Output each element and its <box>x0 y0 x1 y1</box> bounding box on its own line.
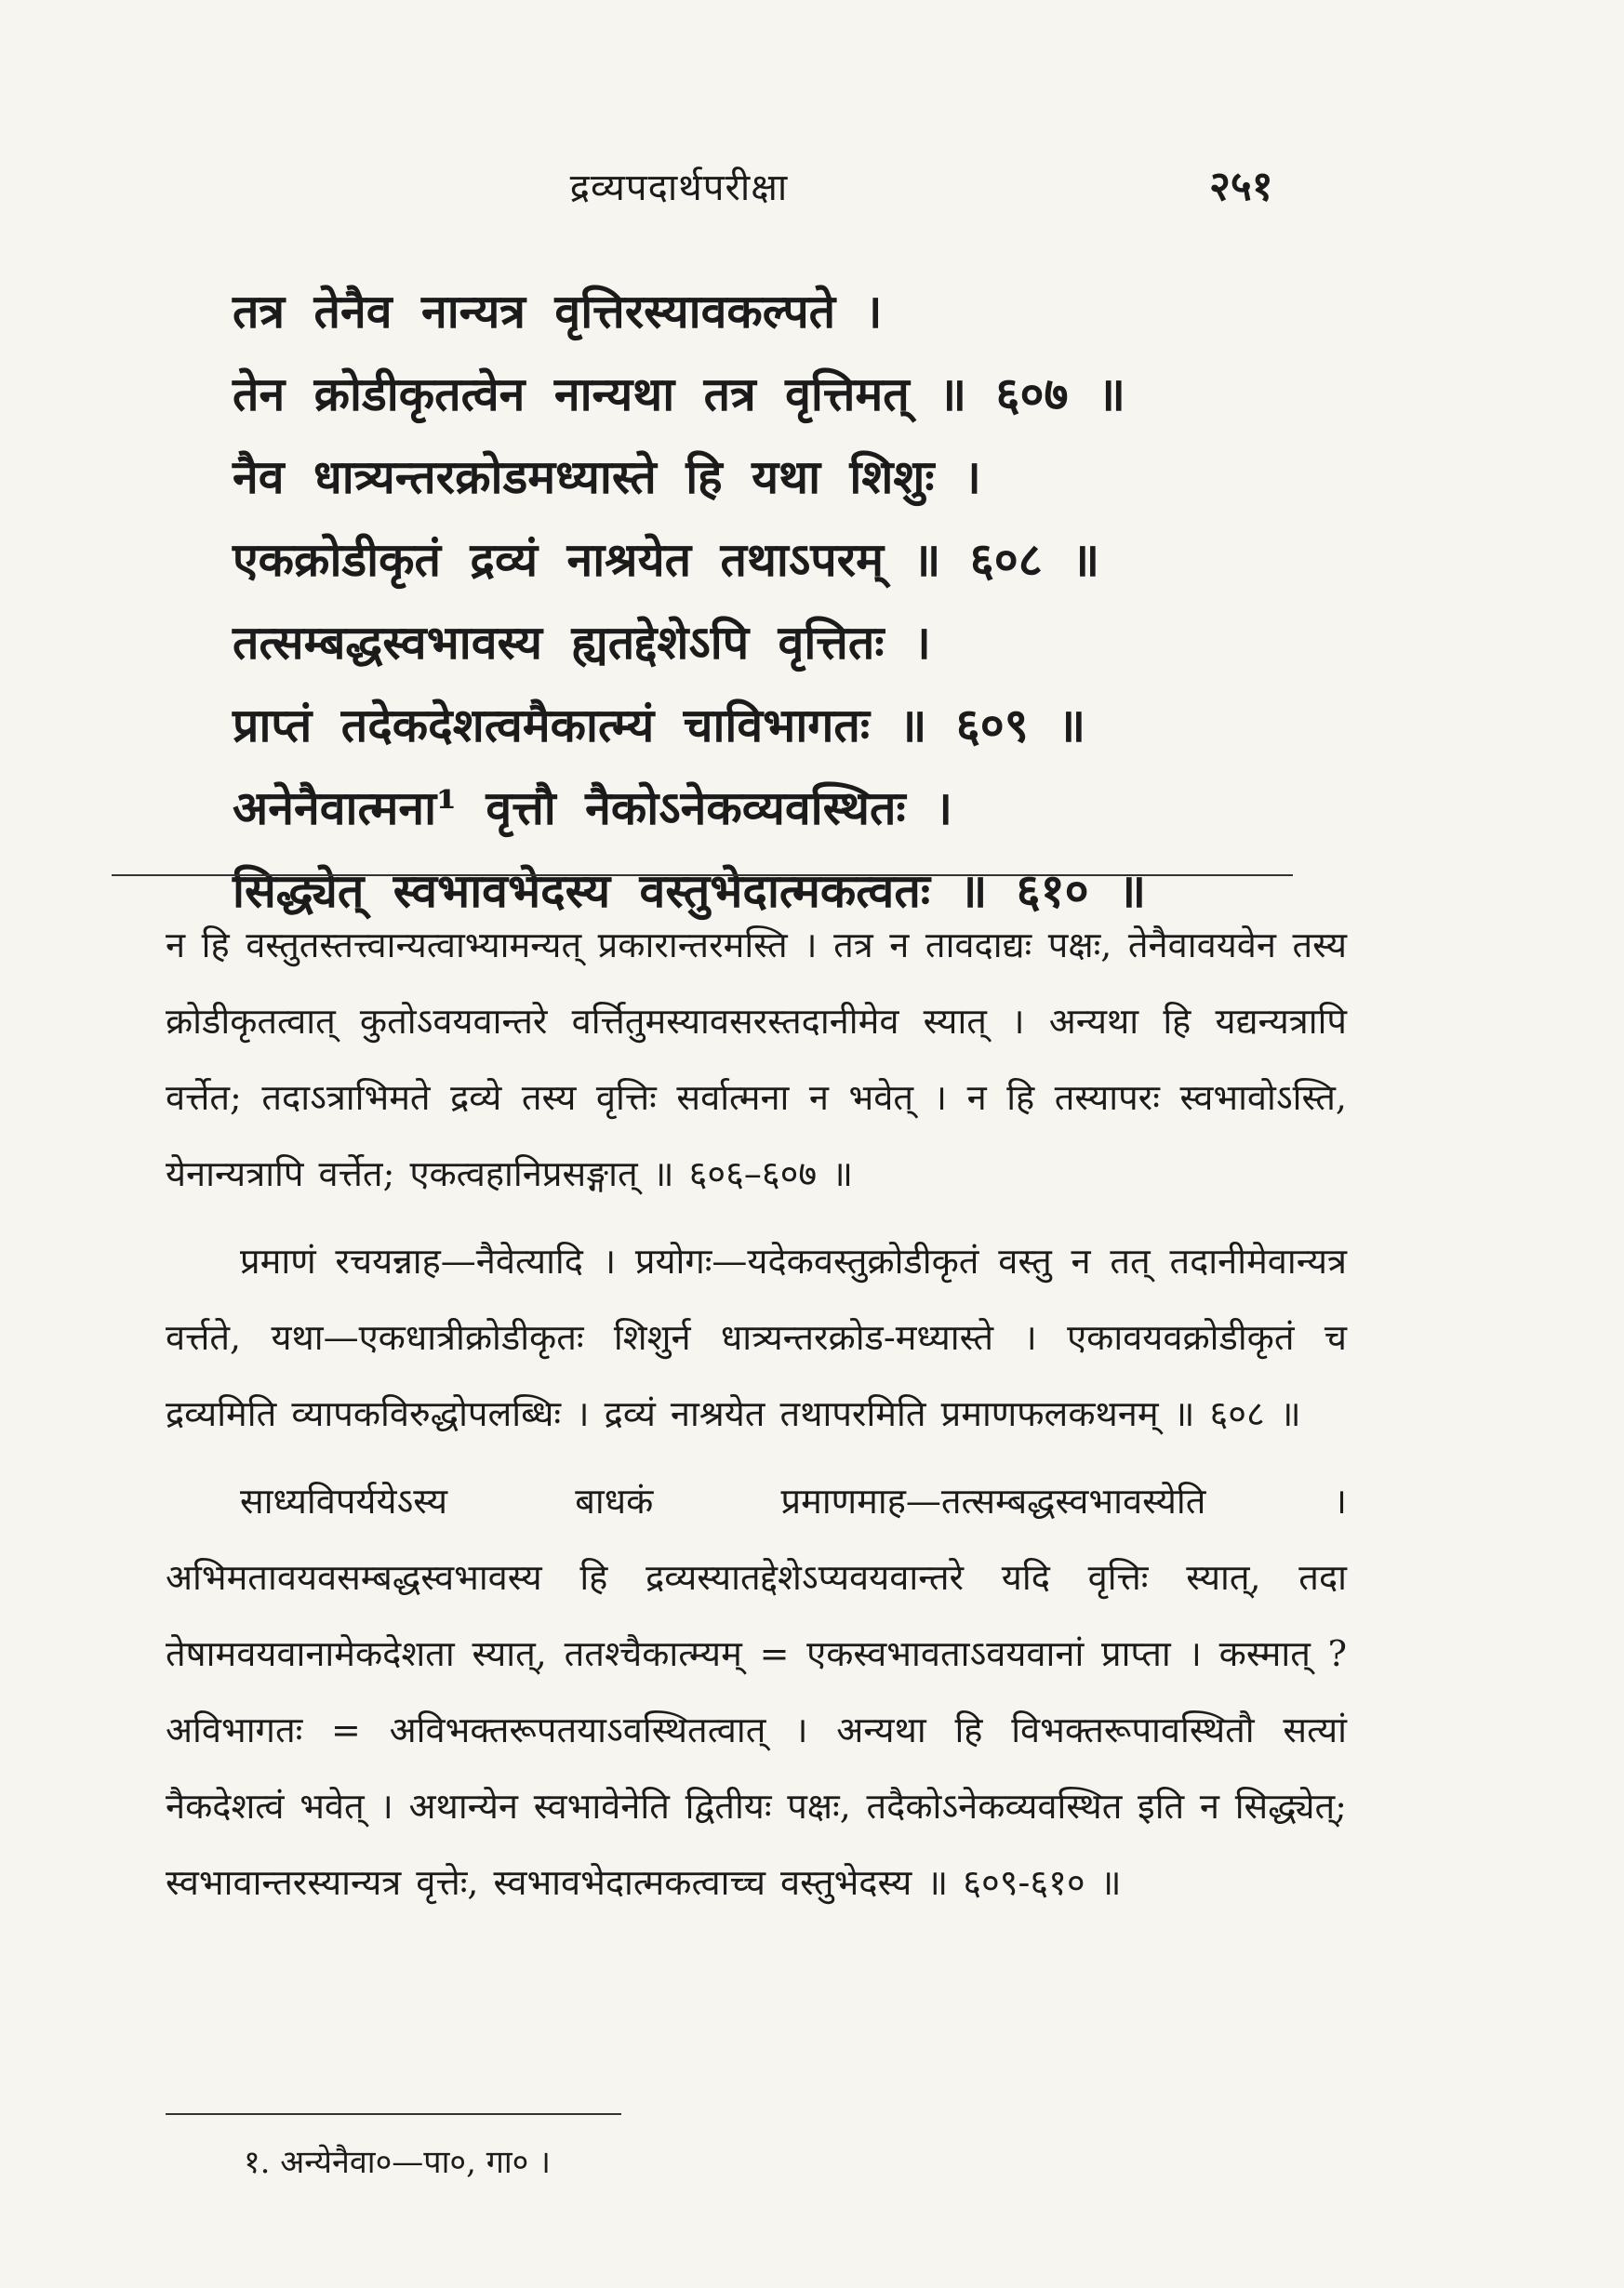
verse-line: नैव धात्र्यन्तरक्रोडमध्यास्ते हि यथा शिशुः । <box>233 449 981 504</box>
verse-line: तेन क्रोडीकृतत्वेन नान्यथा तत्र वृत्तिमत् ॥ ६०७ ॥ <box>233 366 1125 421</box>
footnote-rule <box>166 2113 621 2115</box>
commentary-paragraph: साध्यविपर्ययेऽस्य बाधकं प्रमाणमाह—तत्सम्बद्धस्वभावस्येति । अभिमतावयवसम्बद्धस्वभावस्य हि द्रव्यस्यातद्देशेऽप्यवयवान्तरे यदि वृत्तिः स्यात्, तदा तेषामवयवानामेकदेशता स्यात्, ततश्चैकात्म्यम् = एकस्वभावताऽवयवानां प्राप्ता । कस्मात् ? अविभागतः = अविभक्तरूपतयाऽवस्थितत्वात् । अन्यथा हि विभक्तरूपावस्थितौ सत्यां नैकदेशत्वं भवेत् । अथान्येन स्वभावेनेति द्वितीयः पक्षः, तदैकोऽनेकव्यवस्थित इति न सिद्ध्येत्; स्वभावान्तरस्यान्यत्र वृत्तेः, स्वभावभेदात्मकत्वाच्च वस्तुभेदस्य ॥ ६०९-६१० ॥ <box>166 1481 1347 1903</box>
verse-line: तत्र तेनैव नान्यत्र वृत्तिरस्यावकल्पते । <box>233 284 883 339</box>
footnote: १. अन्येनैवा०—पा०, गा० । <box>244 2144 552 2181</box>
verse-line: सिद्ध्येत् स्वभावभेदस्य वस्तुभेदात्मकत्वतः ॥ ६१० ॥ <box>233 863 1147 918</box>
running-title: द्रव्यपदार्थपरीक्षा <box>569 166 789 209</box>
verse-line: प्राप्तं तदेकदेशत्वमैकात्म्यं चाविभागतः ॥ ६०९ ॥ <box>233 698 1086 752</box>
verse-line: एकक्रोडीकृतं द्रव्यं नाश्रयेत तथाऽपरम् ॥ ६०८ ॥ <box>233 532 1100 587</box>
commentary-block <box>166 907 1347 1932</box>
verse-block <box>233 270 1349 932</box>
commentary-paragraph: प्रमाणं रचयन्नाह—नैवेत्यादि । प्रयोगः—यदेकवस्तुक्रोडीकृतं वस्तु न तत् तदानीमेवान्यत्र वर्त्तते, यथा—एकधात्रीक्रोडीकृतः शिशुर्न धात्र्यन्तरक्रोड-मध्यास्ते । एकावयवक्रोडीकृतं च द्रव्यमिति व्यापकविरुद्धोपलब्धिः । द्रव्यं नाश्रयेत तथापरमिति प्रमाणफलकथनम् ॥ ६०८ ॥ <box>166 1241 1347 1434</box>
verse-line: अनेनैवात्मना¹ वृत्तौ नैकोऽनेकव्यवस्थितः । <box>233 780 952 835</box>
verse-line: तत्सम्बद्धस्वभावस्य ह्यतद्देशेऽपि वृत्तितः । <box>233 615 931 670</box>
commentary-paragraph: न हि वस्तुतस्तत्त्वान्यत्वाभ्यामन्यत् प्रकारान्तरमस्ति । तत्र न तावदाद्यः पक्षः, तेनैवावयवेन तस्य क्रोडीकृतत्वात् कुतोऽवयवान्तरे वर्त्तितुमस्यावसरस्तदानीमेव स्यात् । अन्यथा हि यद्यन्यत्रापि वर्त्तेत; तदाऽत्राभिमते द्रव्ये तस्य वृत्तिः सर्वात्मना न भवेत् । न हि तस्यापरः स्वभावोऽस्ति, येनान्यत्रापि वर्त्तेत; एकत्वहानिप्रसङ्गात् ॥ ६०६–६०७ ॥ <box>166 925 1347 1194</box>
page-number: २५१ <box>1209 163 1273 210</box>
separator-rule <box>112 874 1293 876</box>
